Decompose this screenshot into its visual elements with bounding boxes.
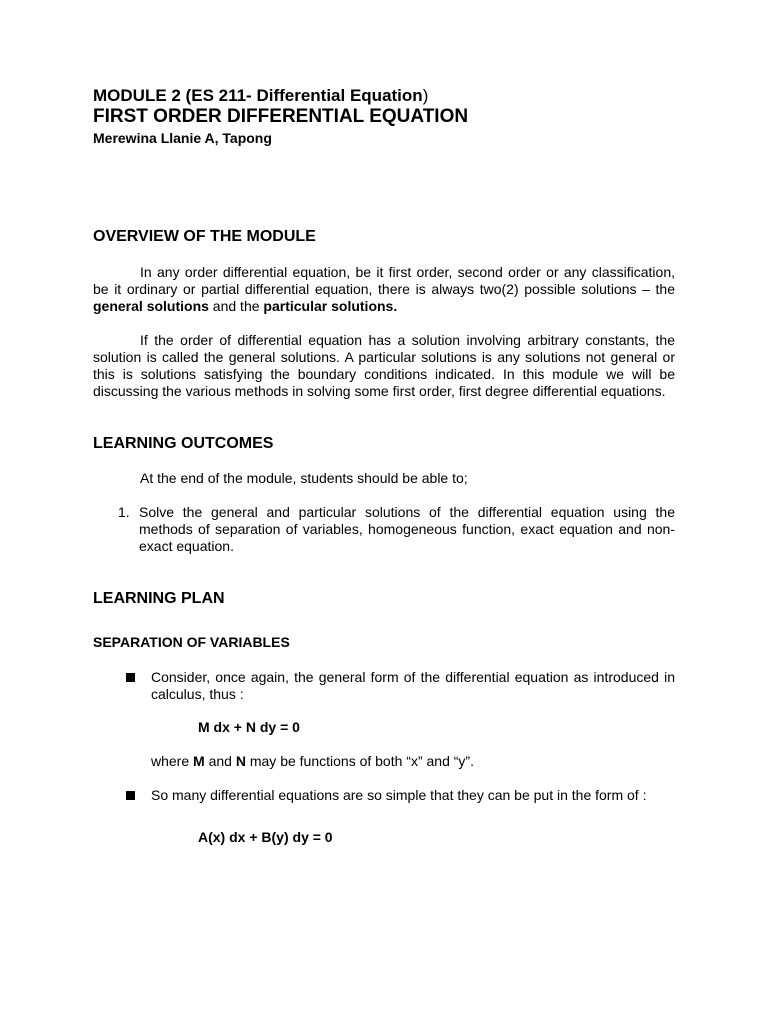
where-rest: may be functions of both “x” and “y”.	[245, 753, 474, 769]
outcomes-intro: At the end of the module, students should be able to;	[140, 470, 468, 486]
separation-heading: SEPARATION OF VARIABLES	[93, 634, 290, 650]
document-title: FIRST ORDER DIFFERENTIAL EQUATION	[93, 106, 469, 127]
square-bullet-icon	[126, 669, 151, 703]
document-page	[93, 86, 675, 846]
where-n: N	[235, 753, 246, 769]
where-m: M	[193, 753, 205, 769]
module-label: MODULE 2 (	[93, 86, 192, 105]
outcome-text: Solve the general and particular solutions of the differential equation using the methods of separation of variables, homogeneous function, exact equation and non-exact equation.	[139, 504, 675, 554]
where-text: where	[151, 753, 194, 769]
overview-p1-text: In any order differential equation, be it first order, second order or any classification, be it ordinary or partial differential equation, there is always two(2) possible solutions – the	[93, 264, 675, 297]
equation-general-form: M dx + N dy = 0	[198, 719, 300, 735]
equation-separable-form: A(x) dx + B(y) dy = 0	[198, 829, 333, 845]
particular-solutions-term: particular solutions.	[263, 298, 398, 314]
bullet-text-1: Consider, once again, the general form of the differential equation as introduced in calculus, thus :	[151, 669, 675, 702]
outcome-number: 1.	[118, 504, 130, 520]
overview-paragraph-1	[93, 264, 675, 315]
outcome-item	[93, 504, 675, 555]
bullet-text-2: So many differential equations are so simple that they can be put in the form of :	[151, 787, 647, 803]
overview-p1-connector: and the	[208, 298, 264, 314]
course-name: ES 211- Differential Equation	[191, 86, 423, 105]
overview-heading: OVERVIEW OF THE MODULE	[93, 228, 316, 245]
close-paren: )	[422, 86, 429, 105]
square-bullet-icon	[126, 787, 151, 804]
plan-heading: LEARNING PLAN	[93, 590, 225, 607]
bullet-item-1	[126, 669, 675, 703]
overview-paragraph-2: If the order of differential equation has a solution involving arbitrary constants, the solution is called the general solutions. A particular solutions is any solutions not general or this is solutions satisfying the boundary conditions indicated. In this module we will be discussing the various methods in solving some first order, first degree differential equations.	[93, 332, 675, 399]
general-solutions-term: general solutions	[93, 298, 209, 314]
where-note	[151, 753, 675, 770]
outcomes-heading: LEARNING OUTCOMES	[93, 435, 274, 452]
author-name: Merewina Llanie A, Tapong	[93, 130, 272, 146]
module-line	[93, 86, 675, 106]
bullet-item-2	[126, 787, 675, 804]
where-and: and	[204, 753, 236, 769]
